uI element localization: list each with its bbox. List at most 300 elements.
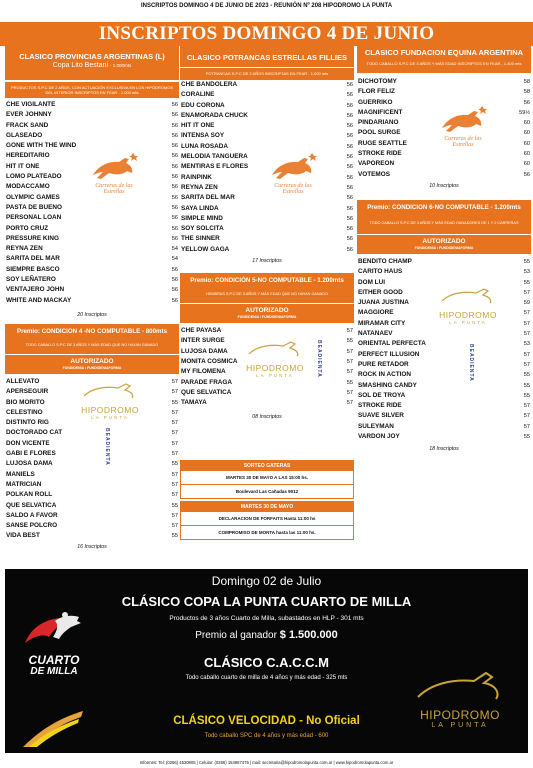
horse-name: DON VICENTE <box>6 439 50 447</box>
entry-row <box>5 459 179 469</box>
horse-icon <box>85 153 143 183</box>
horse-name: HEREDITARIO <box>6 152 50 160</box>
horse-weight: 56 <box>171 174 178 181</box>
horse-name: INTENSA SOY <box>181 132 225 140</box>
martes-line2: COMPROMISO DE MONTA hasta las 11:00 hs. <box>181 525 353 539</box>
horse-name: PRESSURE KING <box>6 234 59 242</box>
entry-row <box>357 432 531 442</box>
prize-value: $ 1.500.000 <box>279 629 338 641</box>
horse-name: MELODIA TANGUERA <box>181 153 248 161</box>
horse-name: LUJOSA DAMA <box>6 460 53 468</box>
horse-name: ROCK IN ACTION <box>358 371 412 379</box>
entry-row <box>357 77 531 87</box>
horse-name: SARITA DEL MAR <box>181 194 235 202</box>
horse-weight: 57 <box>523 403 530 410</box>
horse-weight: 56 <box>346 154 353 161</box>
horse-weight: 56 <box>171 132 178 139</box>
horse-weight: 57 <box>346 369 353 376</box>
horse-weight: 57 <box>523 413 530 420</box>
race-header-r1 <box>5 46 179 80</box>
horse-weight: 57 <box>171 440 178 447</box>
entry-row <box>180 90 354 100</box>
hlp-place: LA PUNTA <box>256 373 294 378</box>
horse-weight: 56 <box>171 112 178 119</box>
race-title: Premio: CONDICION 4 -NO COMPUTABLE - 800mts <box>16 327 168 335</box>
race-header-r4 <box>5 324 179 354</box>
authorized-band <box>180 304 354 323</box>
entry-row <box>357 170 531 180</box>
entry-row <box>357 339 531 349</box>
carreras-text: Carreras de las Estrellas <box>95 183 133 195</box>
horse-name: SULEYMAN <box>358 422 394 430</box>
horse-name: GABI E FLORES <box>6 450 56 458</box>
horse-name: PERFECT ILLUSION <box>358 350 420 358</box>
race-header-r2 <box>180 46 354 67</box>
entry-row <box>357 267 531 277</box>
page-title: INSCRIPTOS DOMINGO 4 DE JUNIO <box>0 22 533 46</box>
entry-row <box>357 149 531 159</box>
horse-weight: 57 <box>523 361 530 368</box>
entry-row <box>5 224 179 234</box>
horse-name: RAINPINK <box>181 173 212 181</box>
horse-name: ENAMORADA CHUCK <box>181 111 248 119</box>
prize-label: Premio al ganador <box>195 630 277 641</box>
horse-name: POLKAN ROLL <box>6 491 53 499</box>
horse-name: CELESTINO <box>6 408 43 416</box>
race-header-r6 <box>357 200 531 234</box>
horse-name: VENTAJERO JOHN <box>6 286 65 294</box>
horse-weight: 57 <box>171 523 178 530</box>
horse-weight: 59½ <box>519 109 530 116</box>
race-desc: HEMBRAS S.P.C DE 3 AÑOS Y MÁS EDAD QUE NO HAYAN GANADO <box>180 288 354 303</box>
horse-name: CHE PAYASA <box>181 327 222 335</box>
race-note: POTRANCAS S.P.C DE 2 AÑOS INSCRIPTAS EN FEAR - 1.000 mts <box>180 68 354 80</box>
horse-weight: 57 <box>171 471 178 478</box>
entry-row <box>5 121 179 131</box>
horse-name: HIT IT ONE <box>6 162 40 170</box>
horse-name: SARITA DEL MAR <box>6 255 60 263</box>
horse-weight: 56 <box>523 99 530 106</box>
entry-row <box>5 521 179 531</box>
entries-count: 17 Inscriptos <box>252 258 282 265</box>
horse-weight: 56 <box>171 143 178 150</box>
horse-weight: 56 <box>171 102 178 108</box>
horse-name: GUERRIKO <box>358 98 393 106</box>
entry-row <box>180 214 354 224</box>
horse-name: REYNA ZEN <box>6 245 43 253</box>
horse-name: PARADE FRAGA <box>181 378 233 386</box>
entry-row <box>180 245 354 255</box>
horse-weight: 57 <box>523 310 530 317</box>
horse-name: EDU CORONA <box>181 101 225 109</box>
sorteo-line1: MARTES 30 DE MAYO A LAS 15:00 hs. <box>225 475 309 480</box>
horse-outline-icon <box>245 340 305 358</box>
entry-row <box>5 141 179 151</box>
entry-row <box>357 422 531 432</box>
horse-name: VOTEMOS <box>358 170 390 178</box>
hipodromo-logo <box>433 287 503 325</box>
entry-row <box>180 326 354 336</box>
horse-name: YELLOW GAGA <box>181 245 230 253</box>
entries-list-r6 <box>357 257 531 442</box>
auth-label: AUTORIZADO <box>70 357 114 365</box>
hlp-name: HIPODROMO <box>246 363 304 373</box>
horse-weight: 56 <box>171 153 178 160</box>
entry-row <box>5 213 179 223</box>
entry-row <box>180 111 354 121</box>
horse-weight: 53 <box>523 341 530 348</box>
entry-row <box>5 275 179 285</box>
horse-weight: 55 <box>523 372 530 379</box>
horse-weight: 55 <box>523 434 530 441</box>
horse-name: BIO MORITO <box>6 398 45 406</box>
horse-name: CORALINE <box>181 91 215 99</box>
entry-row <box>180 224 354 234</box>
cuarto-milla-logo <box>19 609 89 679</box>
entries-count: 08 Inscriptos <box>252 414 282 421</box>
entry-row <box>5 110 179 120</box>
martes-title: MARTES 30 DE MAYO <box>181 502 353 512</box>
entry-row <box>5 531 179 541</box>
rider-icon <box>19 609 89 649</box>
horse-weight: 56 <box>171 266 178 273</box>
horse-name: GLASEADO <box>6 131 43 139</box>
entry-row <box>357 411 531 421</box>
horse-name: POOL SURGE <box>358 129 401 137</box>
horse-icon <box>434 106 492 136</box>
horse-weight: 56 <box>346 123 353 130</box>
horse-name: FLOR FELIZ <box>358 88 395 96</box>
horse-weight: 57 <box>171 481 178 488</box>
entry-row <box>180 234 354 244</box>
horse-name: MONITA COSMICA <box>181 357 238 365</box>
entry-row <box>357 329 531 339</box>
horse-weight: 56 <box>171 204 178 211</box>
race-subtitle: Copa Lito Bestani - 1.000mts <box>52 62 132 69</box>
hlp-name: HIPODROMO <box>420 708 500 722</box>
entries-count: 18 Inscriptos <box>429 446 459 453</box>
horse-name: VAPOREON <box>358 160 395 168</box>
horse-weight: 57 <box>523 289 530 296</box>
entry-row <box>5 203 179 213</box>
horse-weight: 56 <box>346 184 353 191</box>
authorized-band <box>5 355 179 374</box>
entry-row <box>5 244 179 254</box>
horse-weight: 56 <box>346 133 353 140</box>
promo-classic-2-desc: Todo caballo cuarto de milla de 4 años y más edad - 325 mts <box>185 675 348 681</box>
horse-weight: 55 <box>171 399 178 406</box>
horse-name: INTER SURGE <box>181 337 225 345</box>
horse-name: MIRAMAR CITY <box>358 319 406 327</box>
horse-name: SALDO A FAVOR <box>6 511 58 519</box>
horse-weight: 57 <box>346 358 353 365</box>
horse-weight: 57 <box>346 400 353 407</box>
horse-weight: 55 <box>171 461 178 468</box>
entry-row <box>5 501 179 511</box>
horse-weight: 56 <box>346 82 353 88</box>
horse-weight: 57 <box>171 451 178 458</box>
carreras-text: Carreras de las Estrellas <box>274 183 312 195</box>
logo-text-2: DE MILLA <box>30 666 78 677</box>
horse-name: VIDA BEST <box>6 532 40 540</box>
race-title: CLASICO PROVINCIAS ARGENTINAS (L) <box>19 52 165 61</box>
horse-name: SOY SOLCITA <box>181 225 224 233</box>
horse-weight: 56 <box>346 174 353 181</box>
horse-name: SUAVE SILVER <box>358 412 404 420</box>
horse-name: FRACK SAND <box>6 121 49 129</box>
entry-row <box>5 131 179 141</box>
horse-name: LUJOSA DAMA <box>181 347 228 355</box>
race-title: Premio: CONDICION 6-NO COMPUTABLE - 1.200mts <box>367 203 521 211</box>
horse-name: PORTO CRUZ <box>6 224 49 232</box>
horse-name: ALLEVATO <box>6 377 40 385</box>
horse-name: RUGE SEATTLE <box>358 139 407 147</box>
hlp-name: HIPODROMO <box>81 405 139 415</box>
horse-weight: 54 <box>171 256 178 263</box>
horse-weight: 56 <box>346 215 353 222</box>
entries-list-r1 <box>5 100 179 306</box>
horse-name: STROKE RIDE <box>358 150 402 158</box>
horse-weight: 56 <box>346 236 353 243</box>
sorteo-box <box>180 460 354 499</box>
race-title: CLASICO POTRANCAS ESTRELLAS FILLIES <box>186 53 347 62</box>
horse-name: MAGGIORE <box>358 309 394 317</box>
horse-name: PINDARIANO <box>358 119 399 127</box>
auth-sub: FUNDIDENIA / FUNDIDENIAFORMA <box>414 245 474 250</box>
horse-name: REYNA ZEN <box>181 183 218 191</box>
entry-row <box>180 142 354 152</box>
horse-weight: 55 <box>171 533 178 540</box>
horse-name: MODACCAMO <box>6 183 50 191</box>
entry-row <box>5 470 179 480</box>
horse-weight: 55 <box>346 338 353 345</box>
entry-row <box>5 490 179 500</box>
horse-weight: 59 <box>523 300 530 307</box>
vertical-stamp: BEADIENTA <box>316 340 322 378</box>
golden-streak-decoration <box>23 707 83 747</box>
horse-weight: 56 <box>171 277 178 284</box>
horse-weight: 56 <box>171 163 178 170</box>
entry-row <box>5 285 179 295</box>
horse-name: QUE SELVATICA <box>181 388 232 396</box>
horse-weight: 57 <box>171 389 178 396</box>
promo-classic-3: CLÁSICO VELOCIDAD - No Oficial <box>173 715 360 727</box>
entry-row <box>5 296 179 306</box>
horse-name: JUANA JUSTINA <box>358 299 409 307</box>
entry-row <box>180 101 354 111</box>
race-note: PRODUCTOS S.P.C DE 2 AÑOS, CON ACTUACIÓN EXCLUSIVA EN LOS HIPÓDROMOS DEL INTERIOR INSCRIPTOS EN FEAR - 1.000 mts <box>5 82 179 98</box>
entry-row <box>5 439 179 449</box>
horse-weight: 56 <box>171 184 178 191</box>
horse-weight: 56 <box>346 112 353 119</box>
horse-name: STROKE RIDE <box>358 402 402 410</box>
horse-name: MANIELS <box>6 470 35 478</box>
entry-row <box>357 257 531 267</box>
horse-weight: 56 <box>171 297 178 304</box>
horse-weight: 57 <box>523 423 530 430</box>
horse-weight: 57 <box>523 351 530 358</box>
entries-count: 16 Inscriptos <box>77 543 107 550</box>
footer-contact: Informes: Tel: (0266) 4530805 | Celular: (0266) 154867475 | mail: secretaria@hipodromolapunta.com.ar | www.hipodromolapunta.com.ar <box>139 760 394 765</box>
horse-name: PASTA DE BUENO <box>6 203 62 211</box>
promo-panel <box>5 569 528 753</box>
horse-weight: 56 <box>171 235 178 242</box>
vertical-stamp: BEADIENTA <box>104 428 110 466</box>
entry-row <box>357 159 531 169</box>
horse-name: VARDON JOY <box>358 433 400 441</box>
horse-weight: 60 <box>523 130 530 137</box>
horse-weight: 57 <box>171 378 178 385</box>
horse-name: LUNA ROSADA <box>181 142 228 150</box>
entry-row <box>357 391 531 401</box>
hipodromo-logo <box>75 382 145 420</box>
horse-name: MATRICIAN <box>6 480 42 488</box>
sorteo-title: SORTEO GATERAS <box>181 461 353 471</box>
hipodromo-promo-logo <box>405 669 515 729</box>
race-header-r3 <box>357 46 531 59</box>
horse-weight: 56 <box>171 215 178 222</box>
entry-row <box>180 80 354 90</box>
horse-weight: 56 <box>171 287 178 294</box>
column-left <box>5 46 179 553</box>
horse-weight: 60 <box>523 151 530 158</box>
horse-weight: 56 <box>346 226 353 233</box>
entry-row <box>180 204 354 214</box>
horse-name: PERSONAL LOAN <box>6 214 62 222</box>
hipodromo-logo <box>240 340 310 378</box>
entry-row <box>180 131 354 141</box>
horse-weight: 56 <box>346 102 353 109</box>
entry-row <box>5 428 179 438</box>
horse-name: SIMPLE MIND <box>181 214 223 222</box>
horse-weight: 55 <box>346 379 353 386</box>
horse-name: BENDITO CHAMP <box>358 257 412 265</box>
vertical-stamp: BEADIENTA <box>468 344 474 382</box>
entry-row <box>357 350 531 360</box>
entry-row <box>180 121 354 131</box>
horse-name: SOL DE TROYA <box>358 391 406 399</box>
horse-weight: 57 <box>346 328 353 335</box>
horse-weight: 56 <box>346 143 353 150</box>
horse-name: DICHOTOMY <box>358 78 397 85</box>
horse-weight: 56 <box>171 122 178 129</box>
horse-name: SANSE POLCRO <box>6 522 58 530</box>
horse-name: SAYA LINDA <box>181 204 219 212</box>
horse-name: NATANAEV <box>358 330 393 338</box>
authorized-band <box>357 235 531 254</box>
promo-classic-1-desc: Productos de 3 años Cuarto de Milla, subastados en HLP - 301 mts <box>169 615 364 622</box>
horse-weight: 58 <box>523 79 530 85</box>
horse-weight: 57 <box>346 348 353 355</box>
race-desc: TODO CABALLO S.P.C DE 3 AÑOS Y MÁS EDAD GANADORES DE 1 Y 2 CARRERAS <box>357 215 531 234</box>
horse-name: TAMAYA <box>181 399 207 407</box>
entry-row <box>5 254 179 264</box>
horse-name: ORIENTAL PERFECTA <box>358 340 426 348</box>
entry-row <box>5 234 179 244</box>
race-title: Premio: CONDICIÓN 5-NO COMPUTABLE - 1.200mts <box>190 277 344 285</box>
horse-name: PURE RETADOR <box>358 360 409 368</box>
horse-name: LOMO PLATEADO <box>6 173 62 181</box>
horse-name: DOM LUI <box>358 278 385 286</box>
entry-row <box>357 370 531 380</box>
auth-label: AUTORIZADO <box>422 237 466 245</box>
horse-outline-icon <box>410 669 510 703</box>
horse-weight: 57 <box>171 512 178 519</box>
entry-row <box>5 511 179 521</box>
race-note: TODO CABALLO S.P.C DE 3 AÑOS Y MÁS EDAD INSCRIPTOS EN FEAR - 1.400 mts <box>357 59 531 73</box>
horse-name: HIT IT ONE <box>181 122 215 130</box>
race-header-r5 <box>180 273 354 303</box>
horse-name: SMASHING CANDY <box>358 381 417 389</box>
horse-outline-icon <box>80 382 140 400</box>
carreras-estrellas-logo <box>434 106 492 148</box>
horse-weight: 57 <box>523 320 530 327</box>
entry-row <box>5 449 179 459</box>
horse-name: CARITO HAUS <box>358 268 403 276</box>
horse-weight: 53 <box>523 269 530 276</box>
horse-name: MY FILOMENA <box>181 368 226 376</box>
horse-name: SIEMPRE BASCO <box>6 265 60 273</box>
horse-name: DOCTORADO CAT <box>6 429 63 437</box>
martes-box <box>180 501 354 540</box>
entry-row <box>180 398 354 408</box>
horse-name: WHITE AND MACKAY <box>6 296 72 304</box>
horse-weight: 55 <box>523 258 530 265</box>
horse-weight: 56 <box>523 171 530 178</box>
horse-weight: 55 <box>523 279 530 286</box>
horse-weight: 60 <box>523 120 530 127</box>
promo-classic-2: CLÁSICO C.A.C.C.M <box>204 655 329 670</box>
race-title: CLASICO FUNDACION EQUINA ARGENTINA <box>364 48 524 57</box>
horse-outline-icon <box>438 287 498 305</box>
horse-name: CHE VIGILANTE <box>6 101 56 108</box>
top-info-line: INSCRIPTOS DOMINGO 4 DE JUNIO DE 2023 - REUNIÓN Nº 208 HIPODROMO LA PUNTA <box>140 3 393 9</box>
horse-name: DISTINTO RIG <box>6 419 49 427</box>
horse-weight: 56 <box>346 92 353 99</box>
carreras-estrellas-logo <box>85 153 143 195</box>
entry-row <box>5 265 179 275</box>
hlp-place: LA PUNTA <box>91 415 129 420</box>
horse-weight: 55 <box>171 502 178 509</box>
horse-weight: 56 <box>346 205 353 212</box>
entry-row <box>357 87 531 97</box>
horse-weight: 57 <box>171 430 178 437</box>
horse-name: CHE BANDOLERA <box>181 81 238 88</box>
horse-icon <box>264 153 322 183</box>
auth-sub: FUNDIDENIA / FUNDIDENIAFORMA <box>62 365 122 370</box>
horse-name: SOY LEÑATERO <box>6 276 56 284</box>
entry-row <box>357 381 531 391</box>
horse-weight: 54 <box>171 246 178 253</box>
horse-name: OLYMPIC GAMES <box>6 193 60 201</box>
horse-weight: 60 <box>523 140 530 147</box>
horse-weight: 58 <box>523 89 530 96</box>
horse-name: MAGNIFICENT <box>358 108 403 116</box>
horse-weight: 57 <box>171 420 178 427</box>
horse-weight: 56 <box>171 225 178 232</box>
promo-classic-3-desc: Todo caballo SPC de 4 años y más edad - 600 <box>204 733 329 739</box>
horse-name: EITHER GOOD <box>358 288 403 296</box>
horse-weight: 57 <box>171 492 178 499</box>
hlp-place: LA PUNTA <box>449 320 487 325</box>
entries-count: 10 Inscriptos <box>429 182 459 189</box>
hlp-name: HIPODROMO <box>439 310 497 320</box>
entries-count: 20 Inscriptos <box>77 311 107 318</box>
entry-row <box>357 360 531 370</box>
horse-weight: 56 <box>171 194 178 201</box>
horse-weight: 56 <box>346 195 353 202</box>
logo-text-1: CUARTO <box>28 653 80 667</box>
